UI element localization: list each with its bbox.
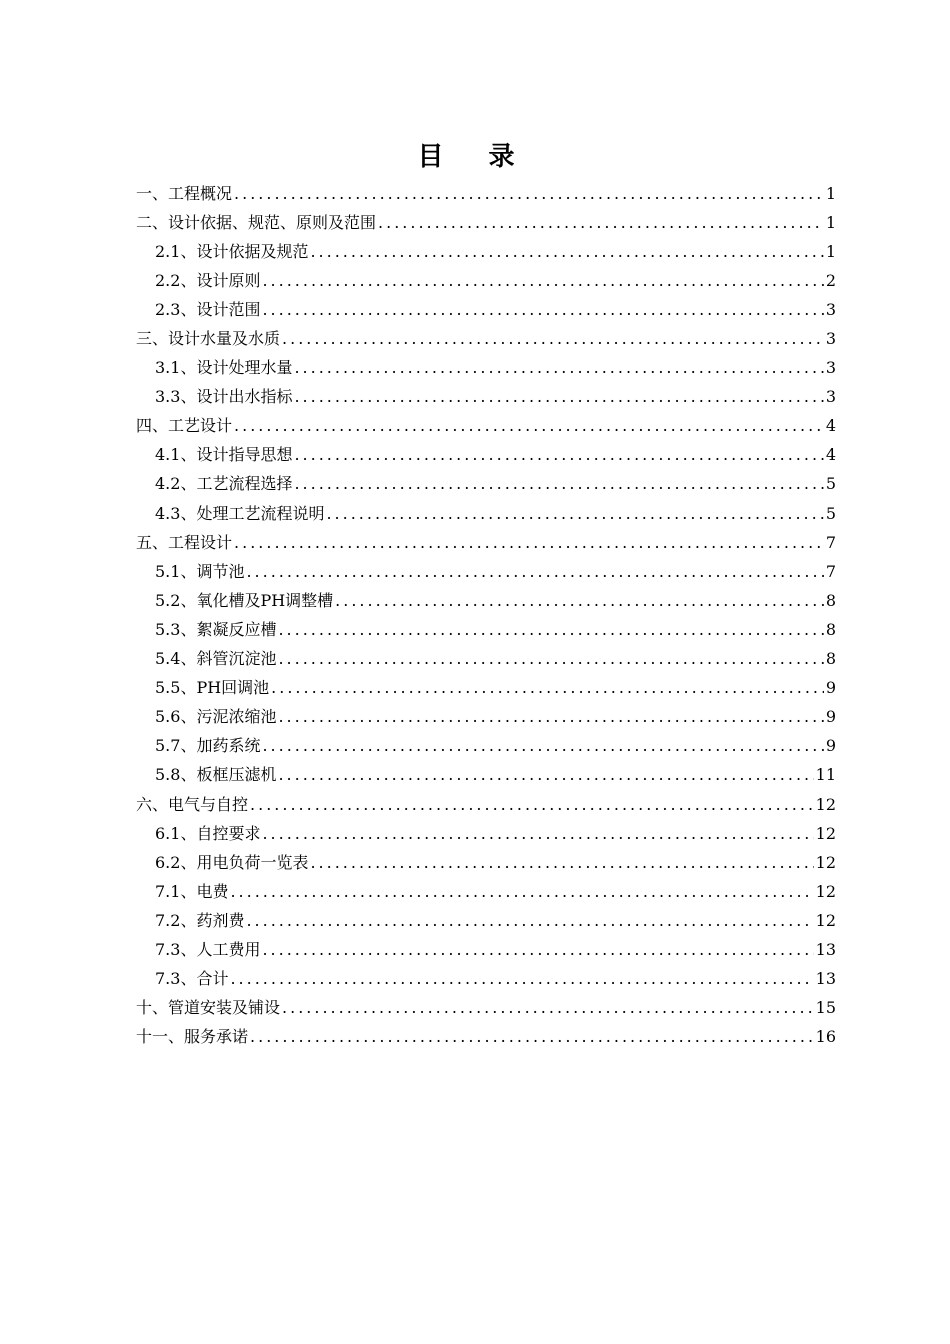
toc-dot-leader: [262, 736, 823, 756]
toc-entry-label: 六、电气与自控: [136, 794, 249, 814]
toc-entry[interactable]: [136, 732, 836, 761]
toc-entry[interactable]: [136, 354, 836, 383]
toc-entry[interactable]: [136, 179, 836, 208]
toc-entry-label: 一、工程概况: [136, 183, 233, 203]
toc-entry[interactable]: [136, 208, 836, 237]
toc-entry-page: 9: [825, 678, 836, 698]
toc-entry-label: 三、设计水量及水质: [136, 329, 281, 349]
toc-entry-page: 8: [825, 619, 836, 639]
toc-entry-label: 5.7、加药系统: [155, 736, 261, 756]
toc-entry-label: 5.2、氧化槽及PH调整槽: [155, 590, 334, 610]
toc-entry-label: 十、管道安装及铺设: [136, 998, 281, 1018]
toc-entry-page: 12: [815, 852, 836, 872]
toc-entry[interactable]: [136, 906, 836, 935]
toc-entry-label: 7.3、人工费用: [155, 939, 261, 959]
toc-dot-leader: [262, 940, 813, 960]
toc-entry[interactable]: [136, 615, 836, 644]
toc-entry[interactable]: [136, 703, 836, 732]
toc-entry-page: 1: [825, 241, 836, 261]
toc-entry-label: 3.3、设计出水指标: [155, 387, 293, 407]
toc-entry-page: 4: [825, 445, 836, 465]
toc-entry-label: 5.5、PH回调池: [155, 678, 270, 698]
toc-dot-leader: [230, 969, 813, 989]
toc-entry[interactable]: [136, 324, 836, 353]
toc-entry-label: 2.1、设计依据及规范: [155, 241, 309, 261]
toc-entry[interactable]: [136, 586, 836, 615]
toc-entry[interactable]: [136, 645, 836, 674]
toc-dot-leader: [262, 271, 823, 291]
toc-entry-page: 9: [825, 736, 836, 756]
toc-entry[interactable]: [136, 412, 836, 441]
toc-entry-page: 3: [825, 358, 836, 378]
toc-dot-leader: [278, 765, 813, 785]
toc-entry-label: 7.3、合计: [155, 969, 229, 989]
toc-dot-leader: [234, 416, 824, 436]
toc-entry[interactable]: [136, 674, 836, 703]
toc-entry-page: 16: [815, 1027, 836, 1047]
toc-dot-leader: [234, 184, 824, 204]
toc-dot-leader: [310, 853, 813, 873]
toc-entry[interactable]: [136, 819, 836, 848]
toc-entry[interactable]: [136, 935, 836, 964]
toc-entry-page: 4: [825, 416, 836, 436]
toc-entry-page: 9: [825, 707, 836, 727]
toc-entry-label: 5.6、污泥浓缩池: [155, 707, 277, 727]
toc-dot-leader: [271, 678, 824, 698]
toc-entry-page: 7: [825, 561, 836, 581]
toc-dot-leader: [278, 620, 823, 640]
toc-entry-label: 四、工艺设计: [136, 416, 233, 436]
toc-entry[interactable]: [136, 1023, 836, 1052]
toc-entry-label: 五、工程设计: [136, 532, 233, 552]
toc-entry-page: 12: [815, 910, 836, 930]
toc-entry-page: 1: [825, 212, 836, 232]
toc-entry-label: 十一、服务承诺: [136, 1027, 249, 1047]
toc-entry-label: 5.4、斜管沉淀池: [155, 649, 277, 669]
toc-entry[interactable]: [136, 499, 836, 528]
toc-entry[interactable]: [136, 790, 836, 819]
toc-entry-page: 5: [825, 503, 836, 523]
toc-entry-page: 12: [815, 794, 836, 814]
toc-entry-label: 4.3、处理工艺流程说明: [155, 503, 325, 523]
toc-entry[interactable]: [136, 528, 836, 557]
toc-dot-leader: [262, 824, 813, 844]
toc-entry[interactable]: [136, 761, 836, 790]
toc-dot-leader: [335, 591, 824, 611]
toc-dot-leader: [234, 533, 824, 553]
toc-dot-leader: [230, 882, 813, 902]
toc-entry-label: 7.2、药剂费: [155, 910, 245, 930]
toc-entry-page: 5: [825, 474, 836, 494]
toc-entry-page: 3: [825, 387, 836, 407]
toc-entry-page: 12: [815, 881, 836, 901]
toc-entry-label: 5.3、絮凝反应槽: [155, 619, 277, 639]
toc-entry-page: 15: [815, 998, 836, 1018]
toc-entry-page: 1: [825, 183, 836, 203]
toc-dot-leader: [326, 504, 823, 524]
toc-entry-page: 13: [815, 969, 836, 989]
toc-entry-label: 6.2、用电负荷一览表: [155, 852, 309, 872]
toc-entry[interactable]: [136, 383, 836, 412]
toc-entry-label: 4.1、设计指导思想: [155, 445, 293, 465]
toc-dot-leader: [294, 445, 823, 465]
toc-entry-label: 5.1、调节池: [155, 561, 245, 581]
toc-dot-leader: [294, 358, 823, 378]
toc-entry-page: 3: [825, 299, 836, 319]
toc-entry-page: 7: [825, 532, 836, 552]
toc-dot-leader: [250, 1027, 814, 1047]
toc-dot-leader: [246, 911, 813, 931]
toc-entry-page: 2: [825, 270, 836, 290]
toc-dot-leader: [262, 300, 823, 320]
toc-entry-page: 13: [815, 939, 836, 959]
toc-entry-label: 3.1、设计处理水量: [155, 358, 293, 378]
toc-entry-page: 11: [815, 765, 836, 785]
toc-dot-leader: [278, 649, 823, 669]
toc-entry-page: 8: [825, 590, 836, 610]
toc-dot-leader: [282, 329, 824, 349]
toc-dot-leader: [310, 242, 823, 262]
toc-entry[interactable]: [136, 877, 836, 906]
toc-entry-label: 二、设计依据、规范、原则及范围: [136, 212, 377, 232]
toc-entry-label: 2.2、设计原则: [155, 270, 261, 290]
toc-entry[interactable]: [136, 994, 836, 1023]
toc-entry-page: 3: [825, 329, 836, 349]
toc-entry-label: 6.1、自控要求: [155, 823, 261, 843]
toc-dot-leader: [282, 998, 814, 1018]
page-title: 目 录: [417, 142, 533, 172]
toc-dot-leader: [378, 213, 824, 233]
toc-entry-page: 8: [825, 649, 836, 669]
toc-dot-leader: [294, 387, 823, 407]
toc-entry-label: 7.1、电费: [155, 881, 229, 901]
toc-entry[interactable]: [136, 848, 836, 877]
toc-entry[interactable]: [136, 266, 836, 295]
toc-entry-page: 12: [815, 823, 836, 843]
toc-entry-label: 5.8、板框压滤机: [155, 765, 277, 785]
toc-entry[interactable]: [136, 441, 836, 470]
toc-dot-leader: [294, 474, 823, 494]
toc-entry[interactable]: [136, 295, 836, 324]
toc-dot-leader: [278, 707, 823, 727]
toc-entry[interactable]: [136, 965, 836, 994]
toc-entry-label: 2.3、设计范围: [155, 299, 261, 319]
table-of-contents: [136, 179, 836, 1052]
toc-dot-leader: [250, 795, 814, 815]
toc-entry[interactable]: [136, 470, 836, 499]
toc-dot-leader: [246, 562, 823, 582]
toc-entry[interactable]: [136, 557, 836, 586]
toc-entry-label: 4.2、工艺流程选择: [155, 474, 293, 494]
toc-entry[interactable]: [136, 237, 836, 266]
